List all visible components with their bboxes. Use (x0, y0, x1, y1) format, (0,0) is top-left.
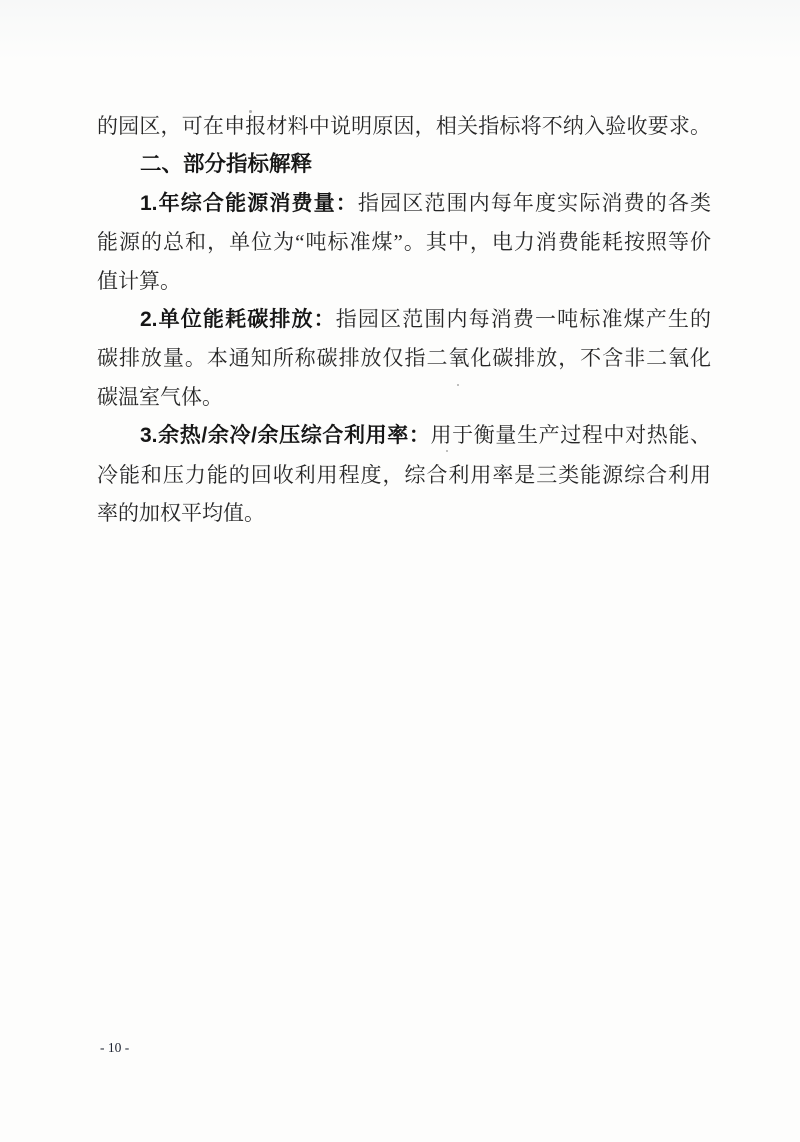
page-number: - 10 - (100, 1040, 130, 1055)
text-line: 碳排放量。本通知所称碳排放仅指二氧化碳排放，不含非二氧化 (97, 346, 711, 371)
term-lead: 1.年综合能源消费量： (140, 191, 358, 215)
text-line: 率的加权平均值。 (97, 501, 265, 526)
term-definition-text: 指园区范围内每消费一吨标准煤产生的 (335, 307, 712, 332)
text-line (97, 416, 711, 455)
text-line: 值计算。 (97, 268, 181, 293)
term-definition-text: 用于衡量生产过程中对热能、 (430, 423, 712, 448)
text-line: 碳温室气体。 (97, 384, 223, 409)
term-lead: 2.单位能耗碳排放： (140, 308, 336, 332)
text-line (97, 300, 711, 339)
section-heading: 二、部分指标解释 (140, 152, 313, 177)
text-line (97, 184, 711, 223)
text-line: 冷能和压力能的回收利用程度，综合利用率是三类能源综合利用 (97, 462, 711, 487)
term-lead: 3.余热/余冷/余压综合利用率： (140, 424, 431, 448)
term-definition-text: 指园区范围内每年度实际消费的各类 (357, 190, 712, 215)
text-line: 能源的总和，单位为“吨标准煤”。其中，电力消费能耗按照等价 (97, 230, 711, 255)
document-body (97, 107, 711, 532)
text-line: 的园区，可在申报材料中说明原因，相关指标将不纳入验收要求。 (97, 114, 711, 138)
